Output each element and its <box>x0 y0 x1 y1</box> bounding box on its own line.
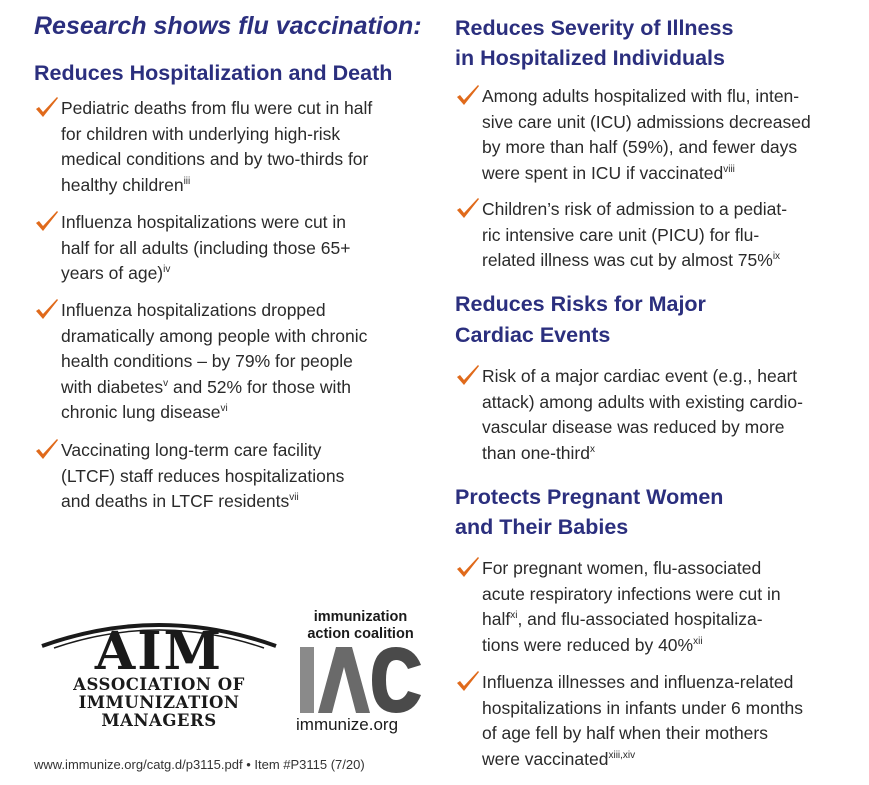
aim-letters: AIM <box>94 621 224 682</box>
aim-line-2: IMMUNIZATION <box>78 693 240 712</box>
heading-severity-1: Reduces Severity of Illness <box>455 16 734 40</box>
checkmark-icon <box>455 669 481 695</box>
heading-cardiac-2: Cardiac Events <box>455 323 611 347</box>
checkmark-icon <box>455 83 481 109</box>
heading-pregnant-2: and Their Babies <box>455 515 629 539</box>
iac-url[interactable]: immunize.org <box>296 715 399 734</box>
checkmark-icon <box>34 437 60 463</box>
heading-severity-2: in Hospitalized Individuals <box>455 46 725 70</box>
list-item: Among adults hospitalized with flu, inten- sive care unit (ICU) admissions decreased by more than half (59%), and fewer days were spent in ICU if vaccinated$^{viii}$ <box>455 84 850 186</box>
iac-line-2: action coalition <box>307 626 414 642</box>
list-item: Pediatric deaths from flu were cut in half for children with underlying high-risk medical conditions and by two-thirds for healthy children$^{iii}$ <box>34 96 429 198</box>
list-item: Influenza hospitalizations dropped dramatically among people with chronic health conditions – by 79% for people with diabetes$^v$ and 52% for those with chronic lung disease$^{vi}$ <box>34 298 429 426</box>
heading-pregnant-1: Protects Pregnant Women <box>455 485 724 509</box>
checkmark-icon <box>34 209 60 235</box>
iac-letters-text: IAC <box>298 645 300 646</box>
checkmark-icon <box>34 297 60 323</box>
heading-hospitalization: Reduces Hospitalization and Death <box>34 61 393 85</box>
aim-line-1: ASSOCIATION OF <box>73 675 245 694</box>
list-item: Children’s risk of admission to a pediat- ric intensive care unit (PICU) for flu- related illness was cut by almost 75%$^{ix}$ <box>455 197 850 274</box>
checkmark-icon <box>455 196 481 222</box>
heading-cardiac-1: Reduces Risks for Major <box>455 292 706 316</box>
aim-line-3: MANAGERS <box>101 711 217 730</box>
iac-letters-graphic <box>298 645 423 715</box>
list-item: Risk of a major cardiac event (e.g., heart attack) among adults with existing cardio- vascular disease was reduced by more than one-third$^x$ <box>455 364 850 466</box>
list-item: Influenza illnesses and influenza-related hospitalizations in infants under 6 months of age fell by half when their mothers were vaccinated$^{xiii,xiv}$ <box>455 670 850 772</box>
checkmark-icon <box>34 95 60 121</box>
aim-logo <box>34 610 284 730</box>
footer-reference: www.immunize.org/catg.d/p3115.pdf • Item #P3115 (7/20) <box>34 757 365 772</box>
list-item: Influenza hospitalizations were cut in half for all adults (including those 65+ years of age)$^{iv}$ <box>34 210 429 287</box>
checkmark-icon <box>455 363 481 389</box>
list-item: For pregnant women, flu-associated acute respiratory infections were cut in half$^{xi}$, and flu-associated hospitaliza- tions were reduced by 40%$^{xii}$ <box>455 556 850 658</box>
checkmark-icon <box>455 555 481 581</box>
intro-heading: Research shows flu vaccination: <box>34 12 422 40</box>
iac-line-1: immunization <box>313 609 408 625</box>
list-item: Vaccinating long-term care facility (LTCF) staff reduces hospitalizations and deaths in LTCF residents$^{vii}$ <box>34 438 429 515</box>
